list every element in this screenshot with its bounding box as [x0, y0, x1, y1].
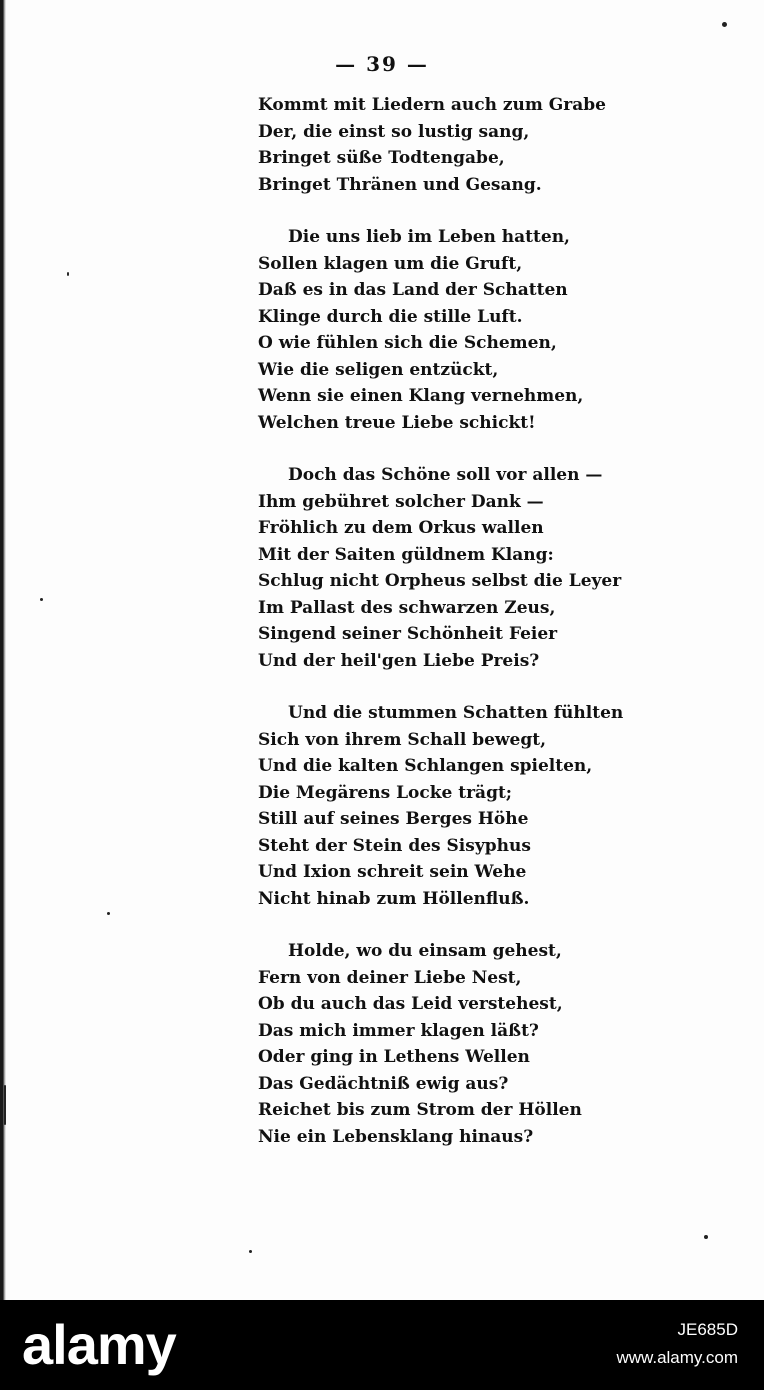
poem-line: Nie ein Lebensklang hinaus? [258, 1126, 534, 1147]
scan-speck [40, 598, 43, 601]
scan-speck [722, 22, 727, 27]
poem-line: Die uns lieb im Leben hatten, [288, 227, 570, 247]
poem-line: Schlug nicht Orpheus selbst die Leyer [258, 571, 622, 591]
poem-line: Im Pallast des schwarzen Zeus, [258, 597, 556, 618]
poem-line: Und die kalten Schlangen spielten, [258, 756, 593, 776]
poem-line: Wie die seligen entzückt, [258, 359, 499, 380]
poem-line: Welchen treue Liebe schickt! [258, 412, 536, 433]
page-number: — 39 — [335, 52, 429, 76]
poem-line: Mit der Saiten güldnem Klang: [258, 544, 554, 565]
poem-line: Ob du auch das Leid verstehest, [258, 994, 563, 1014]
poem-line: Nicht hinab zum Höllenfluß. [258, 888, 530, 909]
scan-speck [249, 1250, 252, 1253]
poem-line: Still auf seines Berges Höhe [258, 809, 529, 829]
stanza [258, 462, 622, 674]
stanza [258, 224, 618, 436]
poem-line: Und Ixion schreit sein Wehe [258, 862, 527, 882]
poem-line: Bringet süße Todtengabe, [258, 148, 505, 168]
poem-line: Kommt mit Liedern auch zum Grabe [258, 95, 606, 115]
poem-line: Das mich immer klagen läßt? [258, 1020, 539, 1041]
poem-line: Doch das Schöne soll vor allen — [288, 465, 603, 485]
poem-line: Sollen klagen um die Gruft, [258, 253, 523, 274]
scan-speck [704, 1235, 708, 1239]
watermark-url: www.alamy.com [616, 1348, 738, 1367]
poem-line: Wenn sie einen Klang vernehmen, [258, 386, 584, 406]
poem-line: Die Megärens Locke trägt; [258, 782, 513, 803]
poem-line: Der, die einst so lustig sang, [258, 121, 530, 142]
scan-speck [107, 912, 110, 915]
poem-line: Bringet Thränen und Gesang. [258, 174, 542, 195]
alamy-logo: alamy [22, 1313, 176, 1376]
poem-line: Fern von deiner Liebe Nest, [258, 967, 522, 988]
poem-line: Und der heil'gen Liebe Preis? [258, 650, 540, 671]
stanza [258, 92, 618, 198]
poem-line: Fröhlich zu dem Orkus wallen [258, 518, 544, 538]
poem-line: Holde, wo du einsam gehest, [288, 941, 562, 961]
poem-line: Sich von ihrem Schall bewegt, [258, 729, 547, 750]
poem-line: Singend seiner Schönheit Feier [258, 624, 558, 644]
scan-speck [67, 272, 69, 276]
poem-line: Reichet bis zum Strom der Höllen [258, 1100, 582, 1120]
stanza [258, 938, 618, 1150]
poem-line: Das Gedächtniß ewig aus? [258, 1073, 509, 1094]
poem-line: Daß es in das Land der Schatten [258, 280, 568, 300]
image-id: JE685D [677, 1320, 738, 1339]
poem-line: O wie fühlen sich die Schemen, [258, 333, 557, 353]
stanza [258, 700, 624, 912]
poem-line: Steht der Stein des Sisyphus [258, 835, 531, 856]
poem-line: Oder ging in Lethens Wellen [258, 1047, 530, 1067]
poem-line: Klinge durch die stille Luft. [258, 306, 523, 327]
poem-line: Ihm gebühret solcher Dank — [258, 491, 544, 512]
watermark-banner [0, 1300, 764, 1390]
poem-line: Und die stummen Schatten fühlten [288, 703, 624, 723]
scan-speck [4, 1085, 6, 1125]
poem [258, 92, 624, 1176]
